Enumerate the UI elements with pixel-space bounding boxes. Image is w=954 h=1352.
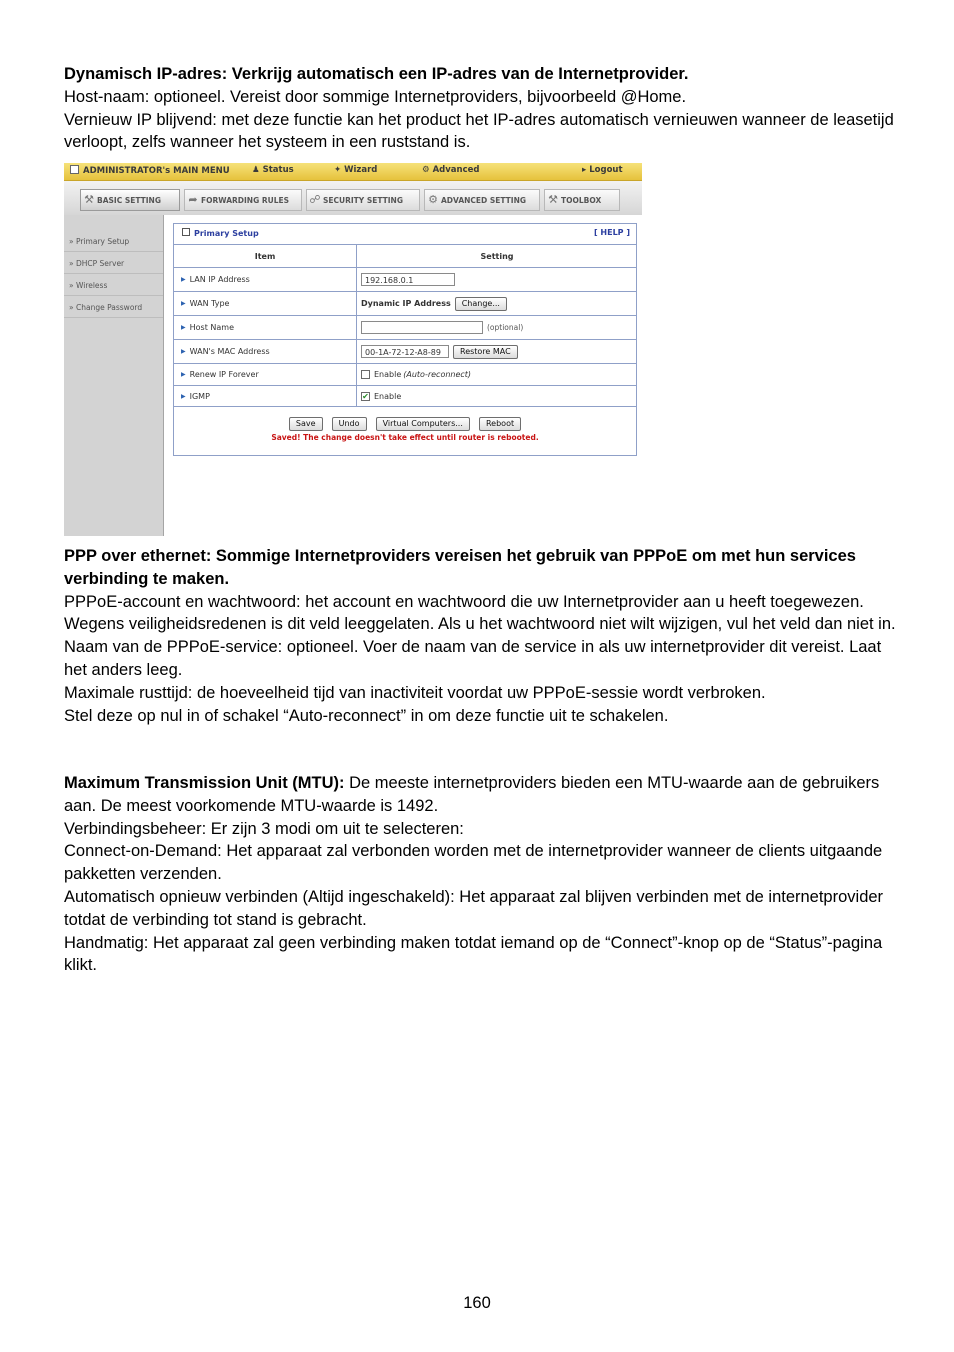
- pppoe-service-paragraph: Naam van de PPPoE-service: optioneel. Voer de naam van de service in als uw internetprovider dit vereist. Laat het anders leeg.: [64, 638, 882, 679]
- toolbox-icon: ⚒: [548, 193, 558, 206]
- arrow-icon: ▶: [181, 300, 186, 307]
- table-row: [174, 292, 636, 316]
- table-header-row: [174, 245, 636, 268]
- primary-setup-panel: [173, 223, 637, 456]
- lan-ip-input[interactable]: 192.168.0.1: [361, 273, 455, 286]
- pppoe-account-paragraph: PPPoE-account en wachtwoord: het account en wachtwoord die uw Internetprovider aan u heeft toegewezen. Wegens veiligheidsredenen is dit veld leeggelaten. Als u het wachtwoord niet wilt wijzigen, vul het veld dan niet in.: [64, 592, 896, 634]
- tab-basic-setting[interactable]: ⚒ BASIC SETTING: [80, 189, 180, 211]
- pppoe-heading: PPP over ethernet: Sommige Internetproviders vereisen het gebruik van PPPoE om met hun services verbinding te maken.: [64, 547, 856, 588]
- host-name-hint: (optional): [487, 323, 524, 332]
- forward-icon: ➦: [188, 193, 198, 206]
- renew-enable-label: Enable: [374, 370, 402, 379]
- arrow-icon: ▶: [181, 371, 186, 378]
- mtu-text: De meeste internetproviders bieden een MTU-waarde aan de gebruikers aan. De meest voorkomende MTU-waarde is 1492.: [64, 774, 880, 815]
- pppoe-autoreconnect-paragraph: Stel deze op nul in of schakel “Auto-reconnect” in om deze functie uit te schakelen.: [64, 706, 669, 725]
- table-row: [174, 268, 636, 292]
- table-row: [174, 386, 636, 407]
- intro-line-renew: Vernieuw IP blijvend: met deze functie kan het product het IP-adres automatisch vernieuwen wanneer de leasetijd verloopt, zelfs wanneer het systeem in een ruststand is.: [64, 110, 894, 152]
- reboot-button[interactable]: Reboot: [479, 417, 521, 431]
- pppoe-idle-paragraph: Maximale rusttijd: de hoeveelheid tijd van inactiviteit voordat uw PPPoE-sessie wordt verbroken.: [64, 683, 766, 702]
- panel-title: Primary Setup: [182, 228, 259, 238]
- router-tab-bar: [64, 181, 642, 215]
- manual-paragraph: Handmatig: Het apparaat zal geen verbinding maken totdat iemand op de “Connect”-knop op de “Status”-pagina klikt.: [64, 933, 883, 975]
- wan-mac-label: WAN's MAC Address: [189, 347, 270, 356]
- pppoe-section: [64, 545, 904, 727]
- router-top-bar: [64, 163, 642, 181]
- renew-hint: (Auto-reconnect): [403, 370, 472, 379]
- igmp-checkbox[interactable]: ✔: [362, 391, 369, 401]
- wan-mac-input[interactable]: 00-1A-72-12-A8-89: [361, 345, 449, 358]
- table-row: [174, 340, 636, 364]
- arrow-icon: ▶: [181, 392, 186, 400]
- wizard-icon: ✦: [334, 165, 342, 175]
- page-number: 160: [463, 1294, 491, 1312]
- sidebar-item-primary-setup[interactable]: » Primary Setup: [64, 232, 163, 252]
- igmp-label: IGMP: [189, 391, 210, 401]
- arrow-right-icon: ▸: [582, 165, 587, 175]
- mtu-heading: Maximum Transmission Unit (MTU):: [64, 774, 345, 792]
- saved-message: Saved! The change doesn't take effect until router is rebooted.: [271, 433, 539, 442]
- panel-header: [174, 224, 636, 245]
- virtual-computers-button[interactable]: Virtual Computers...: [376, 417, 470, 431]
- help-link[interactable]: [ HELP ]: [593, 228, 630, 237]
- renew-ip-label: Renew IP Forever: [189, 370, 259, 379]
- tab-security-setting[interactable]: ☍ SECURITY SETTING: [306, 189, 420, 211]
- arrow-icon: ▶: [181, 276, 186, 283]
- wan-type-value: Dynamic IP Address: [361, 299, 451, 308]
- sidebar-item-dhcp-server[interactable]: » DHCP Server: [64, 254, 163, 274]
- square-icon: [70, 165, 79, 174]
- intro-line-hostname: Host-naam: optioneel. Vereist door sommige Internetproviders, bijvoorbeeld @Home.: [64, 87, 687, 106]
- arrow-icon: ▶: [181, 324, 186, 331]
- router-sidebar: [64, 215, 164, 536]
- action-buttons: [174, 411, 636, 431]
- connect-on-demand-paragraph: Connect-on-Demand: Het apparaat zal verbonden worden met de internetprovider wanneer de clients uitgaande pakketten verzenden.: [64, 842, 883, 884]
- mtu-section: [64, 772, 904, 977]
- gear-icon: ⚙: [428, 193, 438, 206]
- wan-type-label: WAN Type: [189, 299, 230, 308]
- lock-icon: ☍: [309, 193, 321, 206]
- arrow-icon: ▶: [181, 348, 186, 355]
- host-name-label: Host Name: [189, 323, 234, 332]
- table-row: [174, 364, 636, 386]
- sidebar-item-wireless[interactable]: » Wireless: [64, 276, 163, 296]
- restore-mac-button[interactable]: Restore MAC: [453, 345, 518, 359]
- change-wan-button[interactable]: Change...: [455, 297, 507, 311]
- lan-ip-label: LAN IP Address: [189, 275, 250, 284]
- undo-button[interactable]: Undo: [332, 417, 367, 431]
- wrench-icon: ⚒: [84, 193, 94, 206]
- connection-management-paragraph: Verbindingsbeheer: Er zijn 3 modi om uit te selecteren:: [64, 819, 464, 838]
- main-menu-label: ADMINISTRATOR's MAIN MENU: [70, 165, 230, 176]
- logout-link[interactable]: ▸ Logout: [582, 165, 623, 175]
- status-link[interactable]: ♟ Status: [252, 165, 294, 175]
- router-screenshot: [64, 163, 642, 536]
- advanced-link[interactable]: ⚙ Advanced: [422, 165, 480, 175]
- tab-advanced-setting[interactable]: ⚙ ADVANCED SETTING: [424, 189, 540, 211]
- advanced-icon: ⚙: [422, 165, 430, 175]
- host-name-input[interactable]: [361, 321, 483, 334]
- sidebar-item-change-password[interactable]: » Change Password: [64, 298, 163, 318]
- renew-ip-checkbox[interactable]: [361, 370, 370, 379]
- table-row: [174, 316, 636, 340]
- square-icon: [182, 228, 190, 236]
- igmp-enable-label: Enable: [374, 391, 402, 401]
- tab-toolbox[interactable]: ⚒ TOOLBOX: [544, 189, 620, 211]
- mtu-paragraph: [64, 772, 904, 818]
- save-button[interactable]: Save: [289, 417, 323, 431]
- column-header-item: Item: [174, 245, 357, 267]
- auto-reconnect-paragraph: Automatisch opnieuw verbinden (Altijd ingeschakeld): Het apparaat zal blijven verbinden met de internetprovider totdat de verbinding tot stand is gebracht.: [64, 887, 884, 929]
- intro-heading: Dynamisch IP-adres: Verkrijg automatisch een IP-adres van de Internetprovider.: [64, 65, 689, 83]
- intro-section: [64, 63, 904, 154]
- person-icon: ♟: [252, 165, 260, 175]
- tab-forwarding-rules[interactable]: ➦ FORWARDING RULES: [184, 189, 302, 211]
- column-header-setting: Setting: [480, 251, 514, 261]
- wizard-link[interactable]: ✦ Wizard: [334, 165, 378, 175]
